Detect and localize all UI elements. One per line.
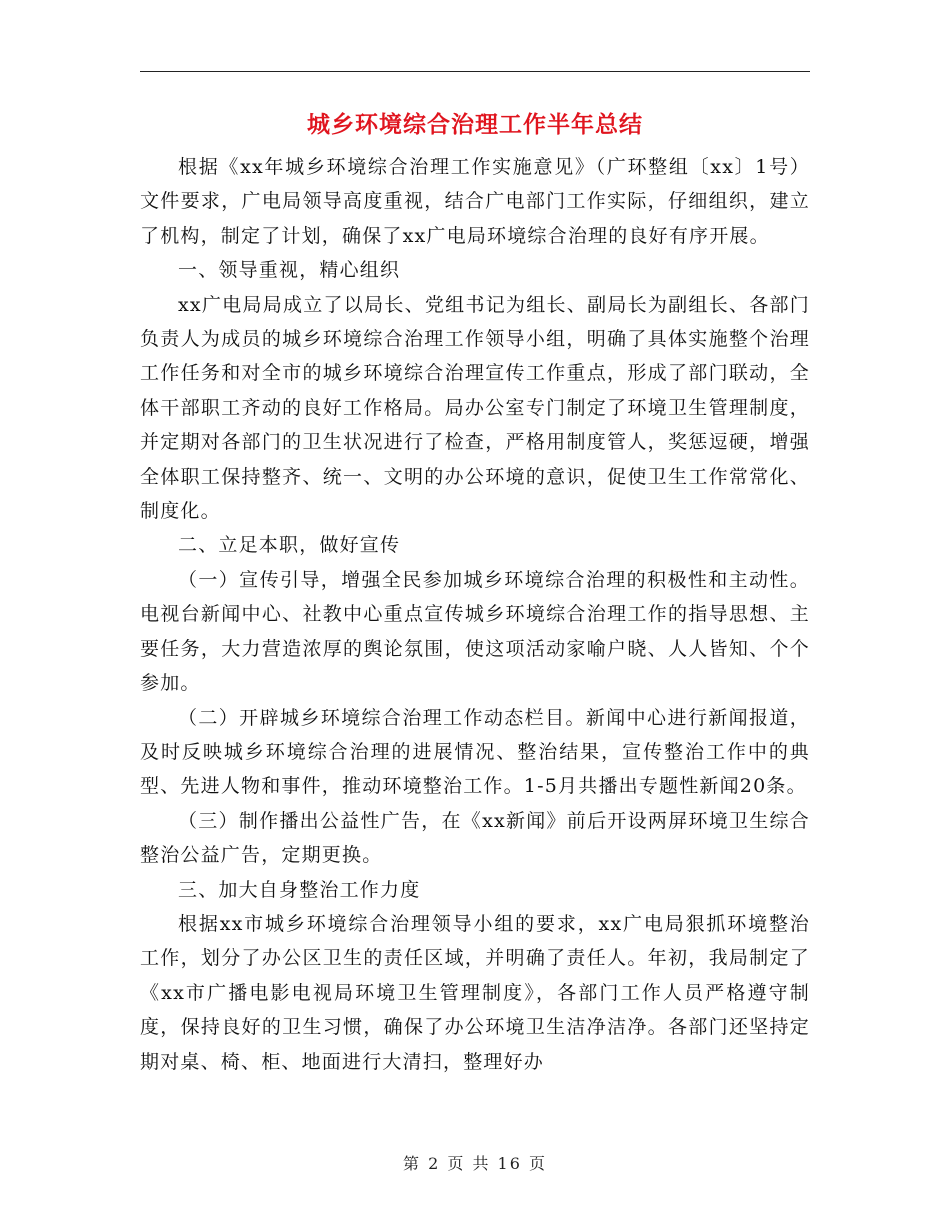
section-heading-3: 三、加大自身整治工作力度: [178, 878, 421, 901]
document-body: [140, 150, 810, 1079]
paragraph-section-1: xx广电局局成立了以局长、党组书记为组长、副局长为副组长、各部门负责人为成员的城乡环境综合治理工作领导小组，明确了具体实施整个治理工作任务和对全市的城乡环境综合治理宣传工作重点，形成了部门联动，全体干部职工齐动的良好工作格局。局办公室专门制定了环境卫生管理制度，并定期对各部门的卫生状况进行了检查，严格用制度管人，奖惩逗硬，增强全体职工保持整齐、统一、文明的办公环境的意识，促使卫生工作常常化、制度化。: [140, 293, 810, 523]
header-rule: [140, 71, 810, 72]
paragraph-item-2: （二）开辟城乡环境综合治理工作动态栏目。新闻中心进行新闻报道，及时反映城乡环境综合治理的进展情况、整治结果，宣传整治工作中的典型、先进人物和事件，推动环境整治工作。1-5月共播出专题性新闻20条。: [140, 706, 810, 798]
document-title: 城乡环境综合治理工作半年总结: [307, 112, 643, 138]
section-heading-1: 一、领导重视，精心组织: [178, 259, 401, 282]
page-number: 第 2 页 共 16 页: [403, 1154, 547, 1173]
paragraph-item-3: （三）制作播出公益性广告，在《xx新闻》前后开设两屏环境卫生综合整治公益广告，定期更换。: [140, 809, 810, 867]
paragraph-item-1: （一）宣传引导，增强全民参加城乡环境综合治理的积极性和主动性。电视台新闻中心、社教中心重点宣传城乡环境综合治理工作的指导思想、主要任务，大力营造浓厚的舆论氛围，使这项活动家喻户晓、人人皆知、个个参加。: [140, 568, 810, 695]
paragraph-section-3: 根据xx市城乡环境综合治理领导小组的要求，xx广电局狠抓环境整治工作，划分了办公区卫生的责任区域，并明确了责任人。年初，我局制定了《xx市广播电影电视局环境卫生管理制度》，各部门工作人员严格遵守制度，保持良好的卫生习惯，确保了办公环境卫生洁净洁净。各部门还坚持定期对桌、椅、柜、地面进行大清扫，整理好办: [140, 912, 810, 1073]
section-heading-2: 二、立足本职，做好宣传: [178, 534, 401, 557]
paragraph-intro: 根据《xx年城乡环境综合治理工作实施意见》（广环整组〔xx〕1号）文件要求，广电局领导高度重视，结合广电部门工作实际，仔细组织，建立了机构，制定了计划，确保了xx广电局环境综合治理的良好有序开展。: [140, 156, 810, 247]
